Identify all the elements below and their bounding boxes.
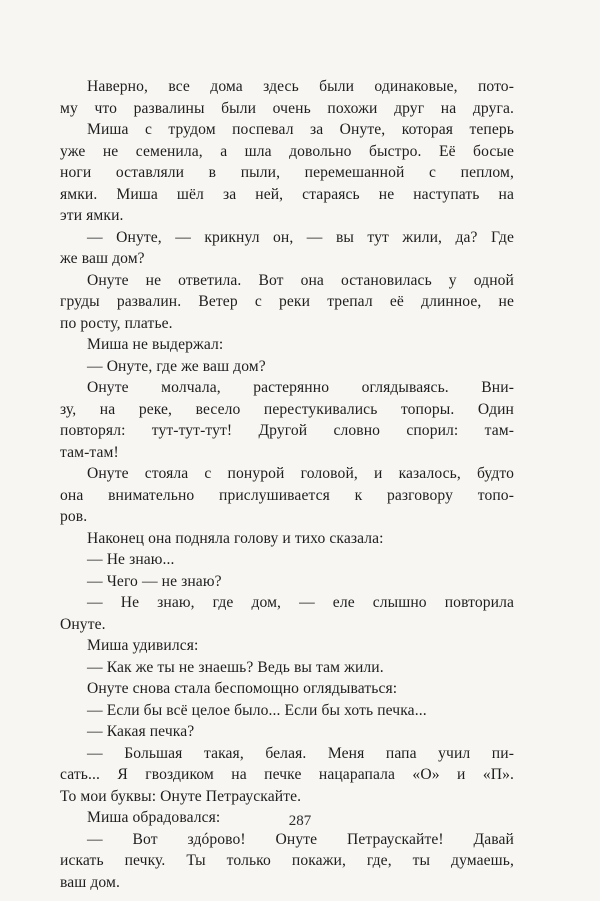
text-line: Онуте. [60, 615, 106, 633]
page-number: 287 [288, 813, 312, 829]
text-line: — Онуте, где же ваш дом? [87, 357, 266, 375]
text-line: Миша не выдержал: [87, 336, 224, 353]
text-line: — Как же ты не знаешь? Ведь вы там жили. [87, 658, 384, 676]
text-line: ров. [60, 508, 88, 525]
text-line: Миша обрадовался: [87, 809, 221, 826]
text-line: Наверно, все дома здесь были одинаковые, пото- [87, 78, 514, 95]
text-line: Онуте стояла с понурой головой, и казалось, будто [87, 465, 514, 482]
text-line: Онуте молчала, растерянно оглядываясь. Вни- [87, 379, 514, 396]
text-line: — Чего — не знаю? [87, 572, 222, 590]
text-line: ямки. Миша шёл за ней, стараясь не наступать на [60, 185, 514, 203]
text-line: эти ямки. [60, 207, 124, 224]
text-line: зу, на реке, весело перестукивались топоры. Один [60, 400, 514, 418]
text-line: — Если бы всё целое было... Если бы хоть печка... [87, 701, 427, 719]
text-line: уже не семенила, а шла довольно быстро. Её босые [60, 142, 514, 160]
text-line: — Какая печка? [87, 723, 195, 740]
body-text [60, 76, 514, 893]
text-line: — Большая такая, белая. Меня папа учил пи- [87, 744, 514, 762]
text-line: Онуте снова стала беспомощно оглядываться: [87, 680, 398, 697]
text-line: — Не знаю, где дом, — еле слышно повторила [87, 594, 514, 611]
text-line: ноги оставляли в пыли, перемешанной с пеплом, [60, 164, 514, 181]
text-line: там-там! [60, 443, 119, 461]
text-line: Наконец она подняла голову и тихо сказала: [87, 529, 384, 547]
text-line: искать печку. Ты только покажи, где, ты думаешь, [60, 852, 514, 869]
text-line: Онуте не ответила. Вот она остановилась у одной [87, 271, 514, 289]
text-line: сать... Я гвоздиком на печке нацарапала «О» и «П». [60, 766, 514, 783]
text-line: груды развалин. Ветер с реки трепал её длинное, не [60, 293, 514, 310]
text-line: повторял: тут-тут-тут! Другой словно спорил: там- [60, 422, 514, 439]
text-line: То мои буквы: Онуте Петраускайте. [60, 787, 302, 805]
text-line: — Не знаю... [87, 551, 175, 568]
text-line: — Онуте, — крикнул он, — вы тут жили, да? Где [87, 228, 514, 246]
text-line: Миша с трудом поспевал за Онуте, которая теперь [87, 121, 514, 138]
text-line: — Вот здóрово! Онуте Петраускайте! Давай [87, 830, 514, 848]
text-line: по росту, платье. [60, 314, 173, 332]
text-line: она внимательно прислушивается к разговору топо- [60, 486, 514, 504]
text-line: Миша удивился: [87, 637, 199, 654]
text-line: же ваш дом? [60, 250, 145, 267]
text-line: му что развалины были очень похожи друг на друга. [60, 99, 514, 117]
text-line: ваш дом. [60, 873, 120, 891]
